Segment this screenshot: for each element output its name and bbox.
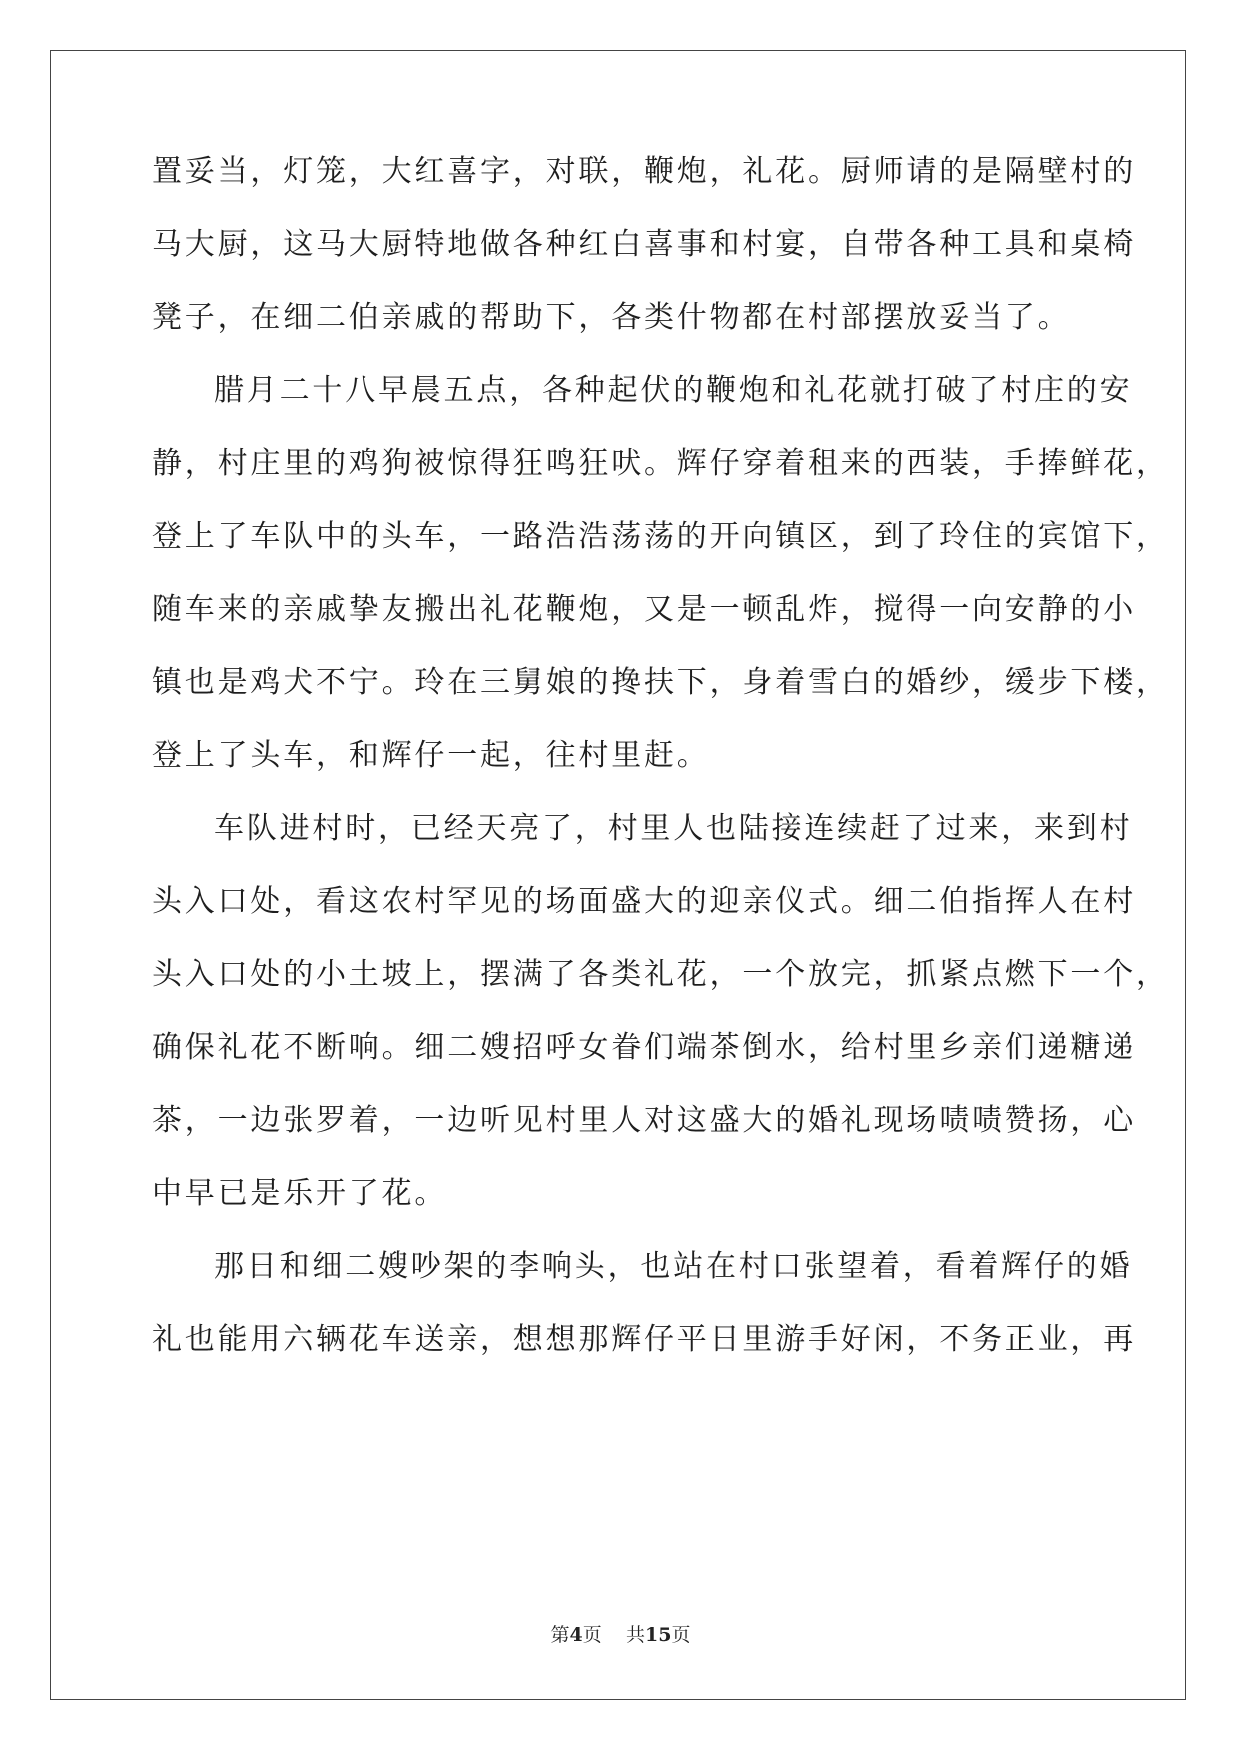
- body-text-line: 登上了车队中的头车，一路浩浩荡荡的开向镇区，到了玲住的宾馆下，: [152, 519, 1169, 554]
- body-text-line: 头入口处的小土坡上，摆满了各类礼花，一个放完，抓紧点燃下一个，: [152, 957, 1169, 992]
- body-text-line: 头入口处，看这农村罕见的场面盛大的迎亲仪式。细二伯指挥人在村: [152, 884, 1136, 919]
- body-text-line: 中早已是乐开了花。: [152, 1176, 448, 1211]
- body-text-line: 马大厨，这马大厨特地做各种红白喜事和村宴，自带各种工具和桌椅: [152, 227, 1136, 262]
- body-text-line: 随车来的亲戚挚友搬出礼花鞭炮，又是一顿乱炸，搅得一向安静的小: [152, 592, 1136, 627]
- body-text-line: 礼也能用六辆花车送亲，想想那辉仔平日里游手好闲，不务正业，再: [152, 1322, 1136, 1357]
- body-text-line: 茶，一边张罗着，一边听见村里人对这盛大的婚礼现场啧啧赞扬，心: [152, 1103, 1136, 1138]
- body-text-line: 镇也是鸡犬不宁。玲在三舅娘的搀扶下，身着雪白的婚纱，缓步下楼，: [152, 665, 1169, 700]
- page-label-prefix: 第: [550, 1624, 570, 1646]
- body-text-line: 置妥当，灯笼，大红喜字，对联，鞭炮，礼花。厨师请的是隔壁村的: [152, 154, 1136, 189]
- total-pages: 15: [644, 1624, 672, 1646]
- body-text-line: 凳子，在细二伯亲戚的帮助下，各类什物都在村部摆放妥当了。: [152, 300, 1071, 335]
- body-text-line: 确保礼花不断响。细二嫂招呼女眷们端茶倒水，给村里乡亲们递糖递: [152, 1030, 1136, 1065]
- page-footer: [0, 1620, 1241, 1647]
- total-label-suffix: 页: [671, 1624, 691, 1646]
- paragraph-first-line: 车队进村时，已经天亮了，村里人也陆接连续赶了过来，来到村: [214, 811, 1133, 846]
- paragraph-first-line: 腊月二十八早晨五点，各种起伏的鞭炮和礼花就打破了村庄的安: [214, 373, 1133, 408]
- paragraph-first-line: 那日和细二嫂吵架的李响头，也站在村口张望着，看着辉仔的婚: [214, 1249, 1133, 1284]
- page-label-suffix: 页: [582, 1624, 602, 1646]
- total-label-prefix: 共: [625, 1624, 645, 1646]
- page-number: 4: [569, 1624, 583, 1646]
- body-text-line: 静，村庄里的鸡狗被惊得狂鸣狂吠。辉仔穿着租来的西装，手捧鲜花，: [152, 446, 1169, 481]
- body-text-line: 登上了头车，和辉仔一起，往村里赶。: [152, 738, 710, 773]
